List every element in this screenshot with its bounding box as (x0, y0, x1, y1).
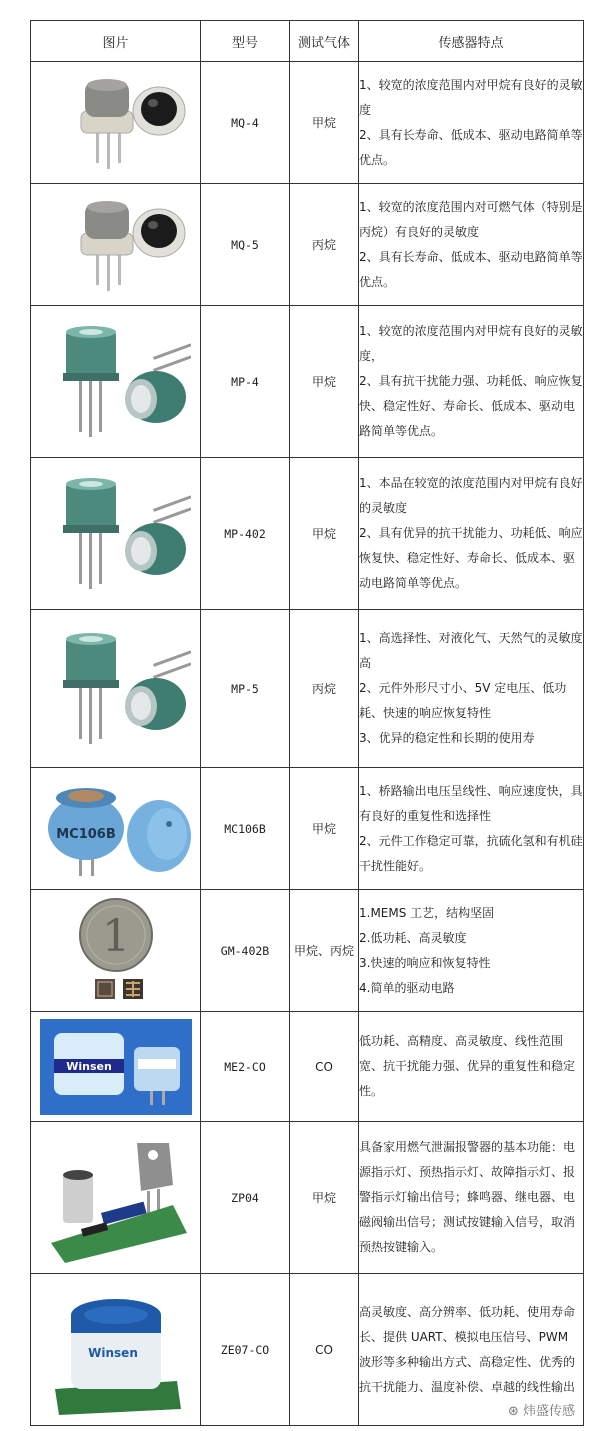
ze07-co-module-photo-icon (41, 1285, 191, 1415)
header-model: 型号 (201, 21, 290, 62)
table-row (31, 890, 584, 1012)
feature-line: 3.快速的响应和恢复特性 (359, 955, 491, 970)
features-cell (359, 62, 584, 184)
gas-cell: 甲烷 (290, 62, 359, 184)
sensor-image-cell (31, 1012, 201, 1122)
mp-sensor-photo-icon (41, 469, 191, 599)
table-row (31, 1012, 584, 1122)
table-row (31, 1274, 584, 1426)
sensor-image-cell (31, 768, 201, 890)
sensor-image-cell (31, 306, 201, 458)
mq-sensor-photo-icon (41, 195, 191, 295)
svg-text:MC106B: MC106B (55, 827, 116, 842)
model-cell: GM-402B (201, 890, 290, 1012)
feature-line: 2、元件工作稳定可靠，抗硫化氢和有机硅干扰性能好。 (359, 833, 583, 873)
zp04-module-photo-icon (41, 1133, 191, 1263)
feature-line: 具备家用燃气泄漏报警器的基本功能：电源指示灯、预热指示灯、故障指示灯、报警指示灯输出信号；蜂鸣器、继电器、电磁阀输出信号；测试按键输入信号，取消预热按键输入。 (359, 1140, 576, 1254)
features-cell (359, 458, 584, 610)
feature-line: 1、高选择性、对液化气、天然气的灵敏度高 (359, 631, 583, 670)
model-cell: ZP04 (201, 1122, 290, 1274)
feature-line: 2、具有长寿命、低成本、驱动电路简单等优点。 (359, 127, 583, 167)
gas-cell: CO (290, 1274, 359, 1426)
sensor-image-cell (31, 610, 201, 768)
gas-cell: 甲烷 (290, 1122, 359, 1274)
features-cell (359, 610, 584, 768)
table-row (31, 62, 584, 184)
gas-cell: 丙烷 (290, 610, 359, 768)
features-cell (359, 768, 584, 890)
features-cell (359, 890, 584, 1012)
model-cell: MP-4 (201, 306, 290, 458)
model-cell: MP-402 (201, 458, 290, 610)
table-row (31, 306, 584, 458)
me2-co-sensor-photo-icon (40, 1019, 192, 1115)
svg-text:1: 1 (101, 910, 130, 962)
feature-line: 2、具有长寿命、低成本、驱动电路简单等优点。 (359, 249, 583, 289)
sensor-image-cell (31, 1274, 201, 1426)
feature-line: 4.简单的驱动电路 (359, 980, 455, 995)
model-cell: ZE07-CO (201, 1274, 290, 1426)
feature-line: 2、具有抗干扰能力强、功耗低、响应恢复快、稳定性好、寿命长、低成本、驱动电路简单等优点。 (359, 374, 583, 438)
svg-text:Winsen: Winsen (65, 1059, 112, 1073)
sensor-image-cell (31, 1122, 201, 1274)
model-cell: MQ-4 (201, 62, 290, 184)
header-image: 图片 (31, 21, 201, 62)
mq-sensor-photo-icon (41, 73, 191, 173)
model-cell: MP-5 (201, 610, 290, 768)
feature-line: 2、具有优异的抗干扰能力、功耗低、响应恢复快、稳定性好、寿命长、低成本、驱动电路简单等优点。 (359, 526, 583, 590)
svg-text:Winsen: Winsen (87, 1345, 138, 1360)
table-row (31, 610, 584, 768)
gas-cell: 甲烷 (290, 458, 359, 610)
feature-line: 1、桥路输出电压呈线性、响应速度快，具有良好的重复性和选择性 (359, 783, 583, 823)
model-cell: MC106B (201, 768, 290, 890)
mp-sensor-photo-icon (41, 317, 191, 447)
wechat-icon: ⊛ (508, 1404, 519, 1419)
sensor-spec-table (30, 20, 584, 1426)
table-row (31, 184, 584, 306)
header-row (31, 21, 584, 62)
mc106b-sensor-photo-icon (41, 776, 191, 881)
feature-line: 1、本品在较宽的浓度范围内对甲烷有良好的灵敏度 (359, 476, 583, 515)
gas-cell: 丙烷 (290, 184, 359, 306)
gas-cell: 甲烷 (290, 306, 359, 458)
features-cell (359, 1122, 584, 1274)
coin-and-chip-photo-icon (41, 895, 191, 1007)
features-cell (359, 184, 584, 306)
sensor-image-cell (31, 62, 201, 184)
feature-line: 1、较宽的浓度范围内对甲烷有良好的灵敏度， (359, 324, 583, 363)
feature-line: 2.低功耗、高灵敏度 (359, 930, 467, 945)
feature-line: 低功耗、高精度、高灵敏度、线性范围宽、抗干扰能力强、优异的重复性和稳定性。 (359, 1034, 576, 1098)
features-cell (359, 306, 584, 458)
watermark (508, 1400, 575, 1419)
table-row (31, 458, 584, 610)
watermark-text: 炜盛传感 (523, 1404, 576, 1419)
header-features: 传感器特点 (359, 21, 584, 62)
table-row (31, 768, 584, 890)
feature-line: 3、优异的稳定性和长期的使用寿 (359, 731, 535, 745)
sensor-image-cell (31, 890, 201, 1012)
model-cell: ME2-CO (201, 1012, 290, 1122)
model-cell: MQ-5 (201, 184, 290, 306)
features-cell (359, 1012, 584, 1122)
feature-line: 1.MEMS 工艺，结构坚固 (359, 905, 495, 920)
feature-line: 高灵敏度、高分辨率、低功耗、使用寿命长、提供 UART、模拟电压信号、PWM 波形等多种输出方式、高稳定性、优秀的抗干扰能力、温度补偿、卓越的线性输出 (359, 1304, 576, 1394)
gas-cell: CO (290, 1012, 359, 1122)
sensor-image-cell (31, 458, 201, 610)
gas-cell: 甲烷、丙烷 (290, 890, 359, 1012)
mp-sensor-photo-icon (41, 624, 191, 754)
feature-line: 1、较宽的浓度范围内对甲烷有良好的灵敏度 (359, 77, 583, 117)
feature-line: 1、较宽的浓度范围内对可燃气体（特别是丙烷）有良好的灵敏度 (359, 199, 583, 239)
header-gas: 测试气体 (290, 21, 359, 62)
gas-cell: 甲烷 (290, 768, 359, 890)
sensor-image-cell (31, 184, 201, 306)
feature-line: 2、元件外形尺寸小、5V 定电压、低功耗、快速的响应恢复特性 (359, 681, 567, 720)
table-row (31, 1122, 584, 1274)
